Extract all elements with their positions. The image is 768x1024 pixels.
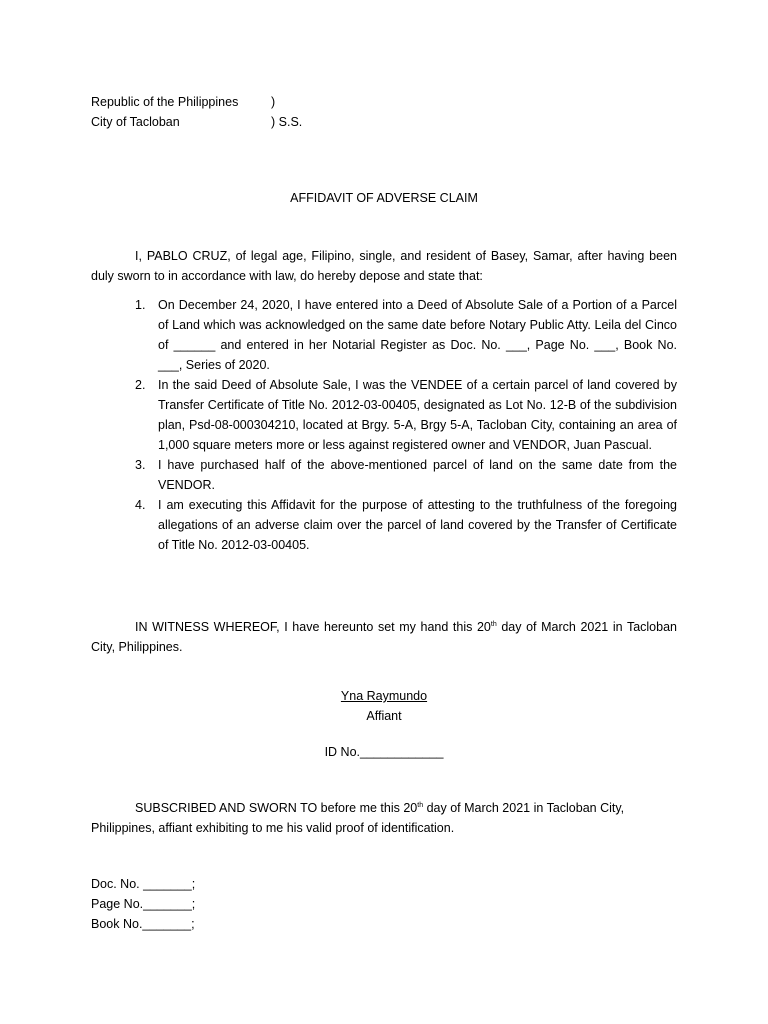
affiant-name: Yna Raymundo (340, 689, 428, 703)
statement-number: 2. (135, 378, 146, 392)
document-title: AFFIDAVIT OF ADVERSE CLAIM (290, 191, 478, 205)
notarial-book-no: Book No._______; (91, 917, 195, 931)
statement-item (91, 295, 677, 375)
affiant-id-line: ID No.____________ (324, 745, 444, 759)
venue-block (91, 92, 391, 132)
statement-list (91, 295, 677, 555)
statement-number: 3. (135, 458, 146, 472)
statement-item (91, 495, 677, 555)
venue-bracket: ) (271, 95, 276, 109)
jurat-text-end: day of March 2021 in Tacloban City, Philippines, affiant exhibiting to me his valid proof of identification. (91, 801, 625, 835)
venue-country: Republic of the Philippines (91, 95, 239, 109)
statement-number: 1. (135, 298, 146, 312)
statement-number: 4. (135, 498, 146, 512)
notarial-register-block (91, 874, 195, 934)
intro-paragraph: I, PABLO CRUZ, of legal age, Filipino, single, and resident of Basey, Samar, after having been duly sworn to in accordance with law, do hereby depose and state that: (91, 249, 677, 283)
venue-line-country (91, 92, 391, 112)
affiant-label: Affiant (366, 709, 402, 723)
witness-text-start: IN WITNESS WHEREOF, I have hereunto set my hand this 20 (135, 620, 491, 634)
statement-text: I have purchased half of the above-mentioned parcel of land on the same date from the VENDOR. (158, 458, 677, 492)
statement-item (91, 455, 677, 495)
witness-text-end: day of March 2021 in Tacloban City, Philippines. (91, 620, 677, 654)
notarial-doc-no: Doc. No. _______; (91, 877, 196, 891)
witness-paragraph (91, 617, 677, 657)
jurat-paragraph (91, 798, 677, 838)
statement-item (91, 375, 677, 455)
venue-ss: ) S.S. (271, 115, 303, 129)
notarial-page-no: Page No._______; (91, 897, 196, 911)
affiant-block (0, 686, 768, 726)
jurat-text-start: SUBSCRIBED AND SWORN TO before me this 20 (135, 801, 418, 815)
venue-city: City of Tacloban (91, 115, 180, 129)
venue-line-city (91, 112, 391, 132)
jurat-ordinal-suffix: th (417, 801, 424, 809)
statement-text: I am executing this Affidavit for the purpose of attesting to the truthfulness of the foregoing allegations of an adverse claim over the parcel of land covered by the Transfer of Certificate of Title No. 2012-03-00405. (158, 498, 677, 552)
statement-text: On December 24, 2020, I have entered into a Deed of Absolute Sale of a Portion of a Parcel of Land which was acknowledged on the same date before Notary Public Atty. Leila del Cinco of ______ and entered in her Notarial Register as Doc. No. ___, Page No. ___, Book No. ___, Series of 2020. (158, 298, 677, 372)
witness-ordinal-suffix: th (490, 620, 497, 628)
statement-text: In the said Deed of Absolute Sale, I was the VENDEE of a certain parcel of land covered by Transfer Certificate of Title No. 2012-03-00405, designated as Lot No. 12-B of the subdivision plan, Psd-08-000304210, located at Brgy. 5-A, Brgy 5-A, Tacloban City, containing an area of 1,000 square meters more or less against registered owner and VENDOR, Juan Pascual. (158, 378, 677, 452)
